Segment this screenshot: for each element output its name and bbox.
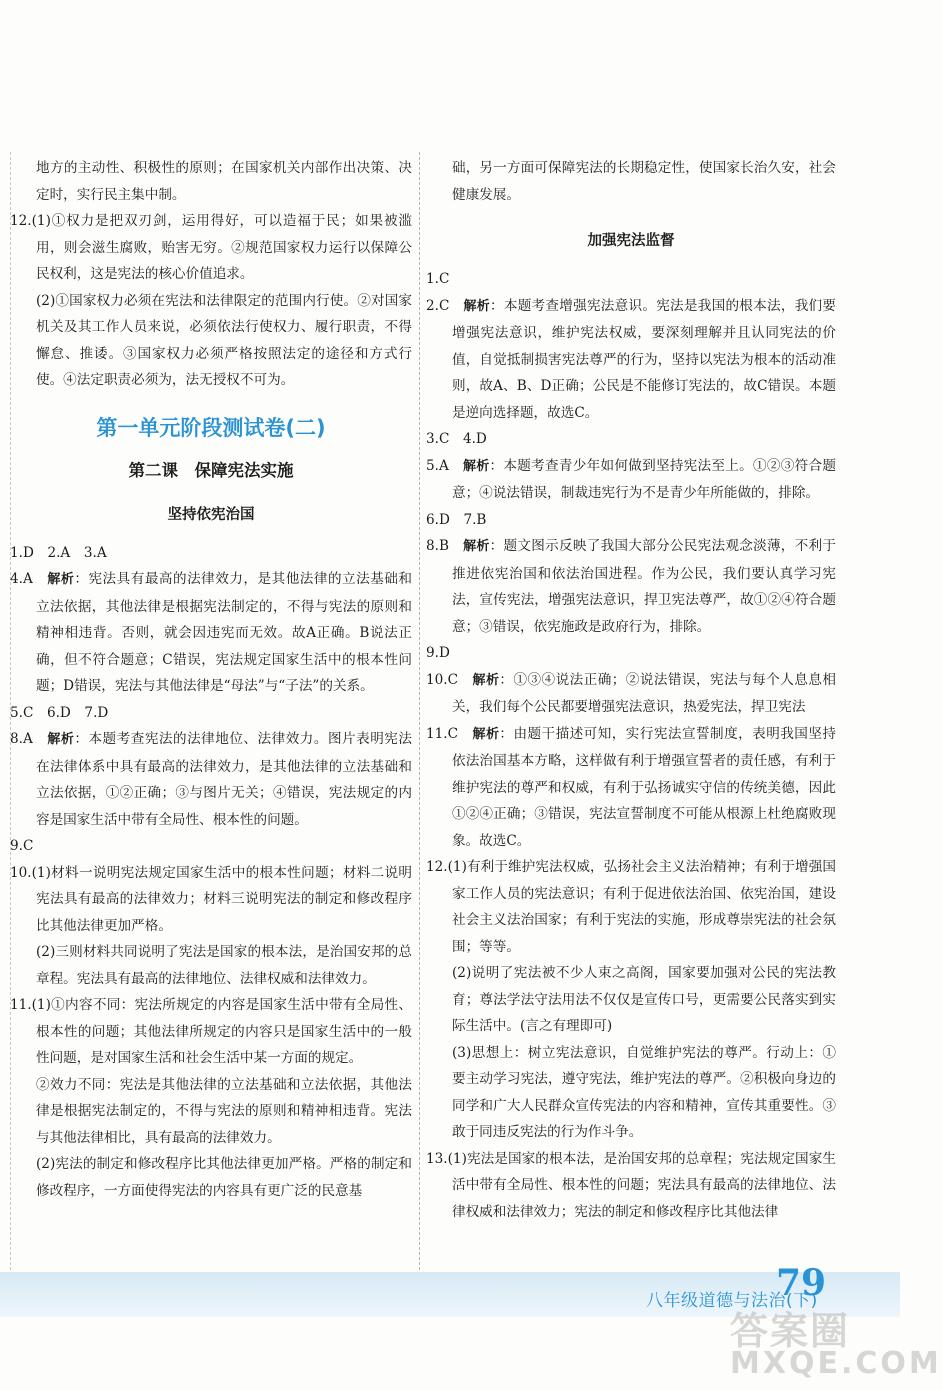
section-heading: 加强宪法监督	[587, 233, 675, 249]
answer-text: 地方的主动性、积极性的原则；在国家机关内部作出决策、决定时，实行民主集中制。	[36, 160, 412, 203]
answer-9: 9.D	[426, 645, 450, 661]
answer-4: 4.A 解析：宪法具有最高的法律效力，是其他法律的立法基础和立法依据，其他法律是根据宪法制定的，不得与宪法的原则和精神相违背。否则，就会因违宪而无效。故A正确。B说法正确，但不符合题意；C错误，宪法规定国家生活中的根本性问题；D错误，宪法与其他法律是“母法”与“子法”的关系。	[10, 571, 412, 694]
answer-11-part2: (2)宪法的制定和修改程序比其他法律更加严格。严格的制定和修改程序，一方面使得宪法的内容具有更广泛的民意基	[36, 1156, 412, 1199]
answer-1-3: 1.D 2.A 3.A	[10, 544, 107, 561]
answer-10-part2: (2)三则材料共同说明了宪法是国家的根本法，是治国安邦的总章程。宪法具有最高的法律地位、法律权威和法律效力。	[36, 944, 412, 987]
answer-1: 1.C	[426, 271, 450, 287]
answer-12-part2: (2)①国家权力必须在宪法和法律限定的范围内行使。②对国家机关及其工作人员来说，必须依法行使权力、履行职责，不得懈怠、推诿。③国家权力必须严格按照法定的途径和方式行使。④法定职责必须为，法无授权不可为。	[36, 292, 412, 388]
answer-5: 5.A 解析：本题考查青少年如何做到坚持宪法至上。①②③符合题意；④说法错误，制裁违宪行为不是青少年所能做的，排除。	[426, 457, 836, 501]
answer-11: 11.C 解析：由题干描述可知，实行宪法宣誓制度，表明我国坚持依法治国基本方略，这样做有利于增强宣誓者的责任感，有利于维护宪法的尊严和权威，有利于弘扬诚实守信的传统美德，因此①②④正确；③错误，宪法宣誓制度不可能从根源上杜绝腐败现象。故选C。	[426, 725, 836, 849]
watermark-logo: 答案圈	[730, 1309, 851, 1353]
section-heading: 坚持依宪治国	[167, 506, 255, 523]
answer-11-part1: 11.(1)①内容不同：宪法所规定的内容是国家生活中带有全局性、根本性的问题；其他法律所规定的内容只是国家生活中的一般性问题，是对国家生活和社会生活中某一方面的规定。	[10, 997, 412, 1066]
answer-10: 10.C 解析：①③④说法正确；②说法错误，宪法与每个人息息相关，我们每个公民都要增强宪法意识，热爱宪法，捍卫宪法	[426, 671, 836, 715]
left-column	[10, 155, 412, 1204]
lesson-title: 第二课 保障宪法实施	[128, 460, 294, 480]
page-number: 79	[776, 1262, 827, 1304]
unit-title: 第一单元阶段测试卷(二)	[96, 415, 326, 440]
answer-12-part1: 12.(1)有利于维护宪法权威，弘扬社会主义法治精神；有利于增强国家工作人员的宪法意识；有利于促进依法治国、依宪治国，建设社会主义法治国家；有利于宪法的实施，形成尊崇宪法的社会氛围；等等。	[426, 859, 836, 955]
answer-3-4: 3.C 4.D	[426, 431, 487, 447]
answer-8: 8.B 解析：题文图示反映了我国大部分公民宪法观念淡薄，不利于推进依宪治国和依法治国进程。作为公民，我们要认真学习宪法，宣传宪法，增强宪法意识，捍卫宪法尊严，故①②④符合题意；③错误，依宪施政是政府行为，排除。	[426, 538, 836, 635]
answer-5-7: 5.C 6.D 7.D	[10, 704, 109, 721]
answer-12: 12.(1)①权力是把双刃剑，运用得好，可以造福于民；如果被滥用，则会滋生腐败，贻害无穷。②规范国家权力运行以保障公民权利，这是宪法的核心价值追求。	[10, 213, 412, 282]
answer-text: 础，另一方面可保障宪法的长期稳定性，使国家长治久安，社会健康发展。	[452, 160, 836, 203]
right-column	[426, 155, 836, 1225]
answer-12-part3: (3)思想上：树立宪法意识，自觉维护宪法的尊严。行动上：①要主动学习宪法，遵守宪法，维护宪法的尊严。②积极向身边的同学和广大人民群众宣传宪法的内容和精神，宣传其重要性。③敢于同违反宪法的行为作斗争。	[452, 1044, 836, 1140]
subject-label: 八年级道德与法治(下)	[646, 1291, 818, 1311]
answer-2: 2.C 解析：本题考查增强宪法意识。宪法是我国的根本法，我们要增强宪法意识，维护宪法权威，要深刻理解并且认同宪法的价值，自觉抵制损害宪法尊严的行为，坚持以宪法为根本的活动准则，故A、B、D正确；公民是不能修订宪法的，故C错误。本题是逆向选择题，故选C。	[426, 297, 836, 421]
watermark-url: MXQE.COM	[730, 1346, 942, 1381]
column-divider	[419, 152, 420, 1270]
answer-10-part1: 10.(1)材料一说明宪法规定国家生活中的根本性问题；材料二说明宪法具有最高的法律效力；材料三说明宪法的制定和修改程序比其他法律更加严格。	[10, 864, 412, 934]
answer-12-part2: (2)说明了宪法被不少人束之高阁，国家要加强对公民的宪法教育；尊法学法守法用法不仅仅是宣传口号，更需要公民落实到实际生活中。(言之有理即可)	[452, 965, 836, 1034]
answer-8: 8.A 解析：本题考查宪法的法律地位、法律效力。图片表明宪法在法律体系中具有最高的法律效力，是其他法律的立法基础和立法依据，①②正确；③与图片无关；④错误，宪法规定的内容是国家生活中带有全局性、根本性的问题。	[10, 731, 412, 828]
answer-11-part1b: ②效力不同：宪法是其他法律的立法基础和立法依据，其他法律是根据宪法制定的，不得与宪法的原则和精神相违背。宪法与其他法律相比，具有最高的法律效力。	[36, 1076, 412, 1146]
answer-9: 9.C	[10, 838, 34, 854]
answer-13: 13.(1)宪法是国家的根本法，是治国安邦的总章程；宪法规定国家生活中带有全局性、根本性的问题；宪法具有最高的法律地位、法律权威和法律效力；宪法的制定和修改程序比其他法律	[426, 1150, 836, 1220]
answer-6-7: 6.D 7.B	[426, 511, 487, 528]
